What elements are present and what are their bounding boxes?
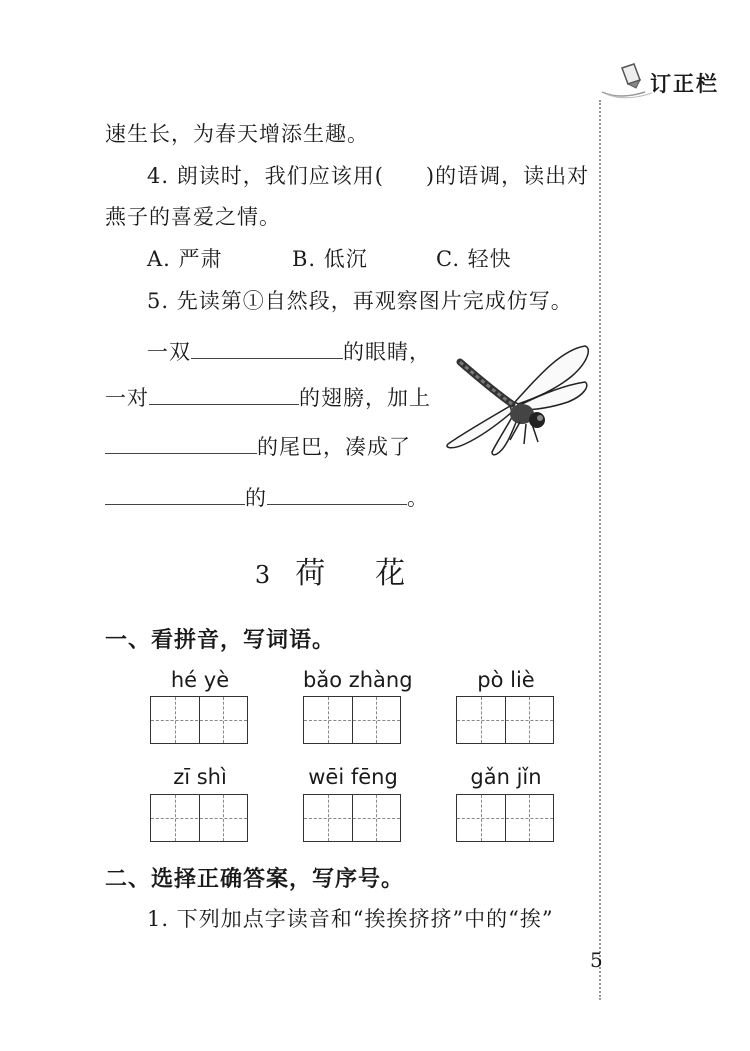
pinyin-5: wēi fēng	[308, 765, 398, 789]
char-grid-4[interactable]	[150, 794, 248, 842]
q5-blank-result-b[interactable]	[267, 484, 407, 505]
correction-column-header	[600, 62, 735, 102]
q5-line4	[105, 484, 429, 512]
pinyin-4: zī shì	[173, 765, 227, 789]
pinyin-1: hé yè	[170, 668, 230, 692]
q5-stem: 5. 先读第①自然段，再观察图片完成仿写。	[147, 289, 573, 313]
q4-option-a: A. 严肃	[147, 247, 223, 271]
q5-line4-end: 。	[407, 486, 429, 510]
correction-column-label: 订正栏	[650, 72, 719, 96]
pinyin-3: pò liè	[477, 668, 535, 692]
q5-line1-prefix: 一双	[147, 340, 191, 364]
q5-line2	[105, 384, 431, 412]
section1-heading: 一、看拼音，写词语。	[105, 628, 336, 653]
q3-tail-text: 速生长，为春天增添生趣。	[105, 122, 369, 146]
q4-stem-line2: 燕子的喜爱之情。	[105, 205, 281, 229]
char-grid-5[interactable]	[303, 794, 401, 842]
char-grid-2[interactable]	[303, 696, 401, 744]
char-grid-6[interactable]	[456, 794, 554, 842]
q5-line3-suffix: 的尾巴，凑成了	[257, 435, 411, 459]
dragonfly-illustration	[440, 340, 600, 465]
q5-blank-eyes[interactable]	[191, 338, 343, 359]
q5-line1	[147, 338, 431, 366]
pinyin-6: gǎn jǐn	[470, 765, 542, 789]
lesson-number: 3	[254, 561, 271, 589]
pinyin-2: bǎo zhàng	[303, 668, 413, 692]
q4-option-c: C. 轻快	[436, 247, 512, 271]
section2-q1: 1. 下列加点字读音和“挨挨挤挤”中的“挨”	[147, 907, 554, 931]
section2-heading: 二、选择正确答案，写序号。	[105, 867, 405, 892]
q4-stem-before: 4. 朗读时，我们应该用(	[147, 164, 384, 188]
q4-option-b: B. 低沉	[292, 247, 368, 271]
q4-stem-after: )的语调，读出对	[425, 164, 590, 188]
page-number: 5	[590, 948, 603, 972]
q5-line2-prefix: 一对	[105, 386, 149, 410]
lesson-title	[0, 548, 750, 592]
char-grid-3[interactable]	[456, 696, 554, 744]
q5-blank-tail[interactable]	[105, 433, 257, 454]
q4-stem	[147, 162, 589, 190]
q5-line4-mid: 的	[245, 486, 267, 510]
q5-line2-suffix: 的翅膀，加上	[299, 386, 431, 410]
lesson-title-text: 荷 花	[295, 556, 416, 591]
q5-blank-wings[interactable]	[149, 384, 299, 405]
q5-line3	[105, 433, 411, 461]
q5-blank-result-a[interactable]	[105, 484, 245, 505]
q5-line1-suffix: 的眼睛，	[343, 340, 431, 364]
char-grid-1[interactable]	[150, 696, 248, 744]
